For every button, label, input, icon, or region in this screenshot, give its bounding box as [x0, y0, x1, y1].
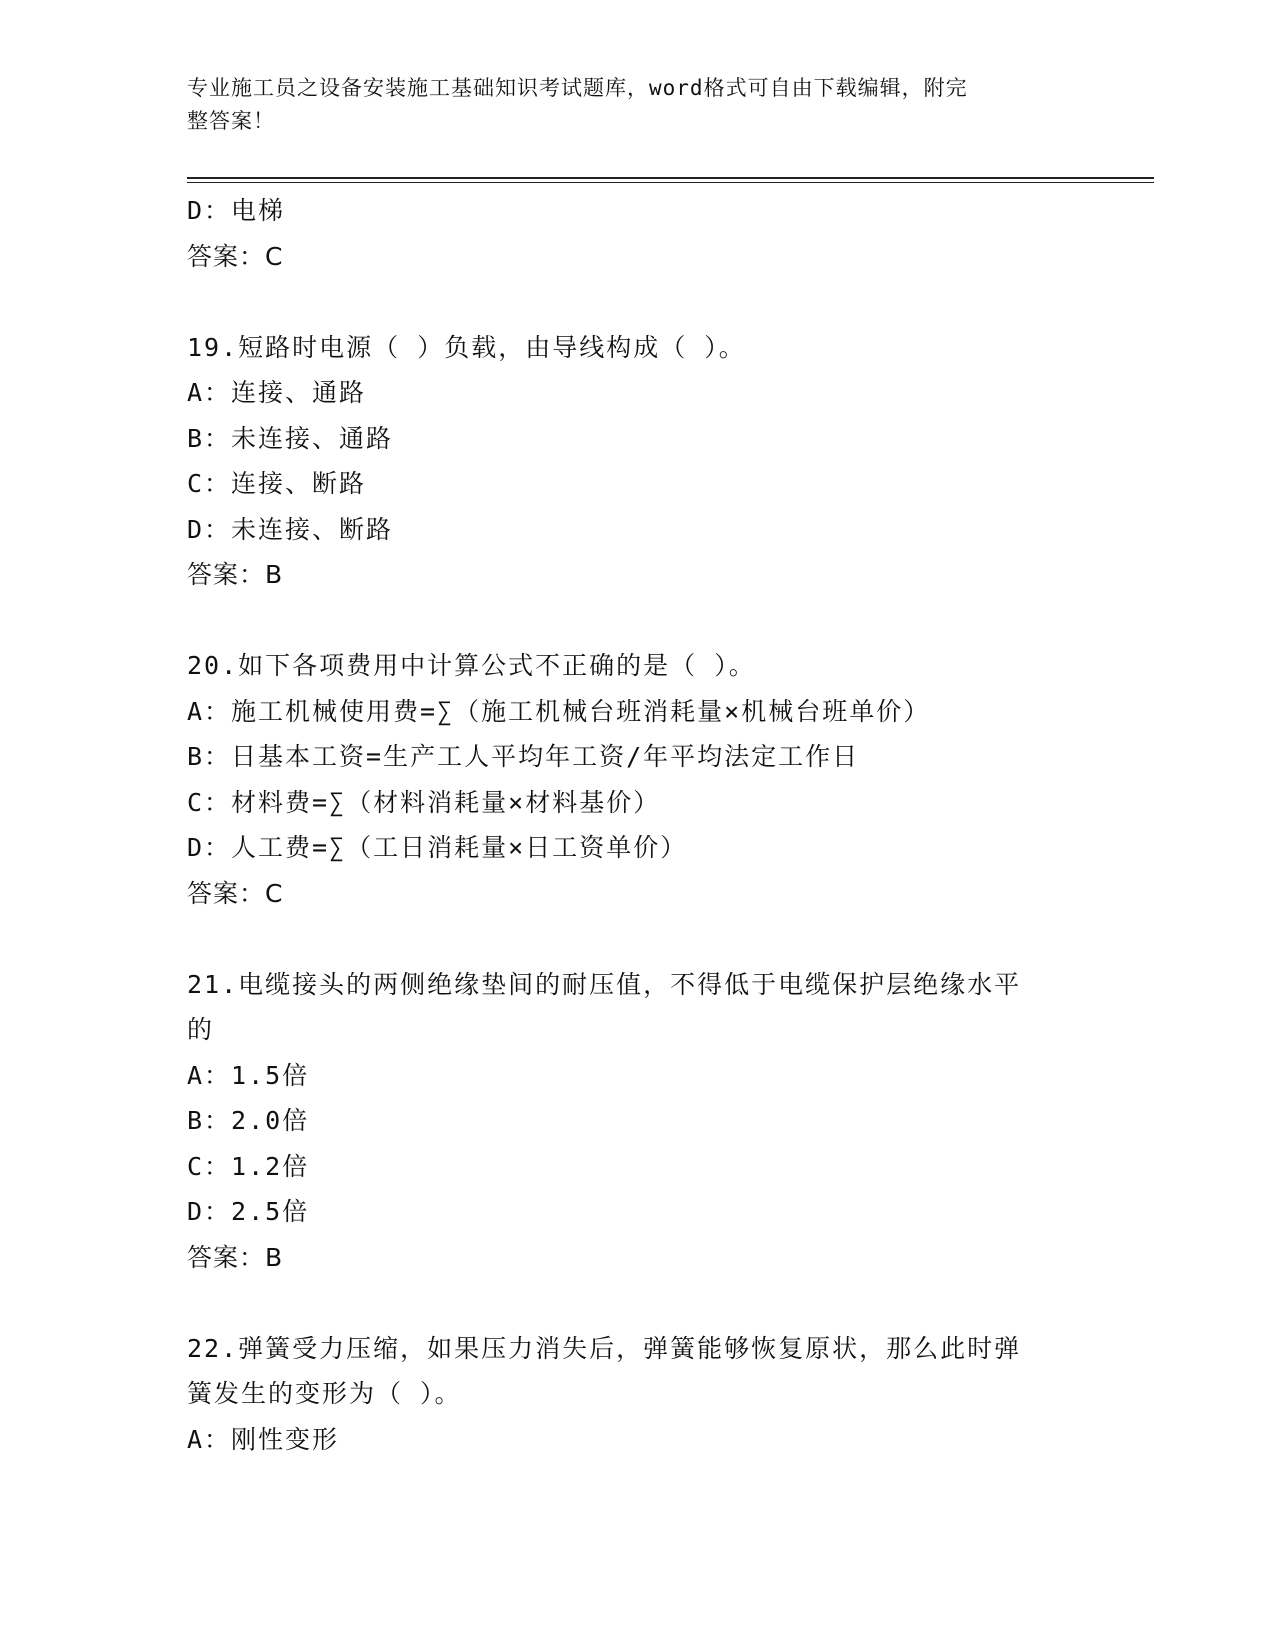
question-stem-line-1: 22.弹簧受力压缩，如果压力消失后，弹簧能够恢复原状，那么此时弹 — [187, 1333, 1022, 1363]
option-c: C：连接、断路 — [187, 469, 367, 498]
answer: 答案：B — [187, 560, 284, 589]
option-a: A：1.5倍 — [187, 1060, 310, 1090]
option-a: A：连接、通路 — [187, 378, 367, 407]
question-stem: 20.如下各项费用中计算公式不正确的是（ ）。 — [187, 651, 756, 680]
header-rule-thin — [187, 182, 1154, 183]
question-stem: 19.短路时电源（ ）负载，由导线构成（ ）。 — [187, 332, 746, 362]
header-line-1: 专业施工员之设备安装施工基础知识考试题库，word格式可自由下载编辑，附完 — [187, 76, 968, 100]
option-c: C：1.2倍 — [187, 1151, 310, 1181]
option-b: B：日基本工资=生产工人平均年工资/年平均法定工作日 — [187, 742, 860, 771]
question-stem-line-2: 簧发生的变形为（ ）。 — [187, 1379, 462, 1408]
answer: 答案：C — [187, 878, 284, 908]
answer: 答案：B — [187, 1242, 284, 1272]
option-b: B：未连接、通路 — [187, 423, 394, 453]
header-rule-thick — [187, 177, 1154, 179]
option-d: D：人工费=∑（工日消耗量×日工资单价） — [187, 833, 688, 862]
option-a: A：刚性变形 — [187, 1424, 340, 1454]
question-stem-line-1: 21.电缆接头的两侧绝缘垫间的耐压值，不得低于电缆保护层绝缘水平 — [187, 969, 1022, 999]
header-line-2: 整答案！ — [187, 109, 275, 133]
document-header — [187, 72, 1067, 138]
option-d: D：电梯 — [187, 196, 286, 225]
option-d: D：2.5倍 — [187, 1197, 310, 1226]
option-c: C：材料费=∑（材料消耗量×材料基价） — [187, 787, 661, 817]
option-b: B：2.0倍 — [187, 1106, 310, 1135]
answer: 答案：C — [187, 241, 284, 271]
question-stem-line-2: 的 — [187, 1015, 215, 1044]
question-content — [187, 188, 1087, 1462]
option-a: A：施工机械使用费=∑（施工机械台班消耗量×机械台班单价） — [187, 696, 931, 726]
option-d: D：未连接、断路 — [187, 514, 394, 544]
